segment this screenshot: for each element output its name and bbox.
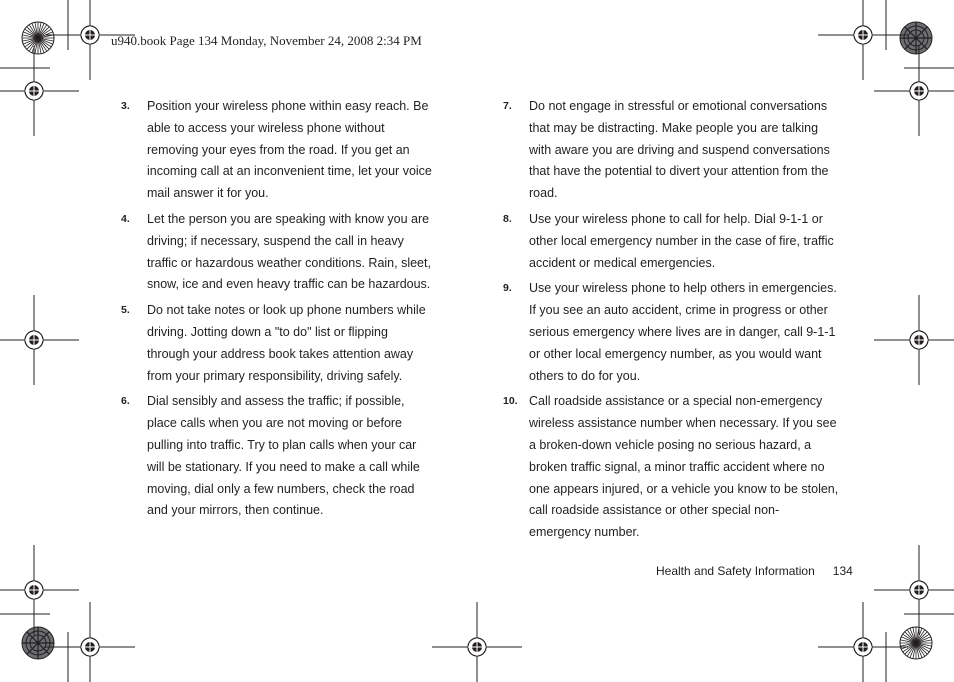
list-item (503, 209, 839, 274)
item-text: Do not take notes or look up phone numbers while driving. Jotting down a "to do" list or flipping through your address book takes attention away from your primary responsibility, driving safely. (147, 303, 426, 383)
left-column (121, 96, 433, 526)
item-number: 7. (503, 100, 512, 112)
list-item (121, 96, 433, 205)
item-number: 3. (121, 100, 130, 112)
page-footer (656, 564, 853, 578)
item-number: 9. (503, 282, 512, 295)
right-column (503, 96, 839, 548)
page-number: 134 (832, 564, 853, 578)
list-item (121, 209, 433, 296)
list-item (503, 278, 839, 387)
item-text: Call roadside assistance or a special non-emergency wireless assistance number when necessary. If you see a broken-down vehicle posing no serious hazard, a broken traffic signal, a minor traffic accident where no one appears injured, or a vehicle you know to be stolen, call roadside assistance or other special non-emergency number. (529, 394, 839, 540)
item-number: 10. (503, 395, 518, 408)
print-slug: u940.book Page 134 Monday, November 24, 2008 2:34 PM (111, 33, 422, 48)
item-number: 5. (121, 304, 130, 317)
item-text: Use your wireless phone to call for help. Dial 9-1-1 or other local emergency number in the case of fire, traffic accident or medical emergencies. (529, 211, 834, 270)
item-text: Use your wireless phone to help others in emergencies. If you see an auto accident, crime in progress or other serious emergency where lives are in danger, call 9-1-1 or other local emergency number, as you would want others to do for you. (529, 281, 837, 383)
item-number: 6. (121, 395, 130, 408)
item-number: 8. (503, 212, 512, 225)
footer-section-title: Health and Safety Information (656, 564, 815, 578)
item-text: Dial sensibly and assess the traffic; if possible, place calls when you are not moving or before pulling into traffic. Try to plan calls when your car will be stationary. If you need to make a call while moving, dial only a few numbers, check the road and your mirrors, then continue. (147, 394, 420, 518)
item-text: Position your wireless phone within easy reach. Be able to access your wireless phone without removing your eyes from the road. If you get an incoming call at an inconvenient time, let your voice mail answer it for you. (147, 99, 432, 201)
item-text: Let the person you are speaking with know you are driving; if necessary, suspend the call in heavy traffic or hazardous weather conditions. Rain, sleet, snow, ice and even heavy traffic can be hazardous. (147, 211, 431, 292)
list-item (121, 300, 433, 387)
list-item (503, 391, 839, 544)
list-item (503, 96, 839, 205)
item-number: 4. (121, 212, 130, 225)
item-text: Do not engage in stressful or emotional conversations that may be distracting. Make people you are talking with aware you are driving and suspend conversations that have the potential to divert your attention from the road. (529, 99, 830, 201)
list-item (121, 391, 433, 522)
